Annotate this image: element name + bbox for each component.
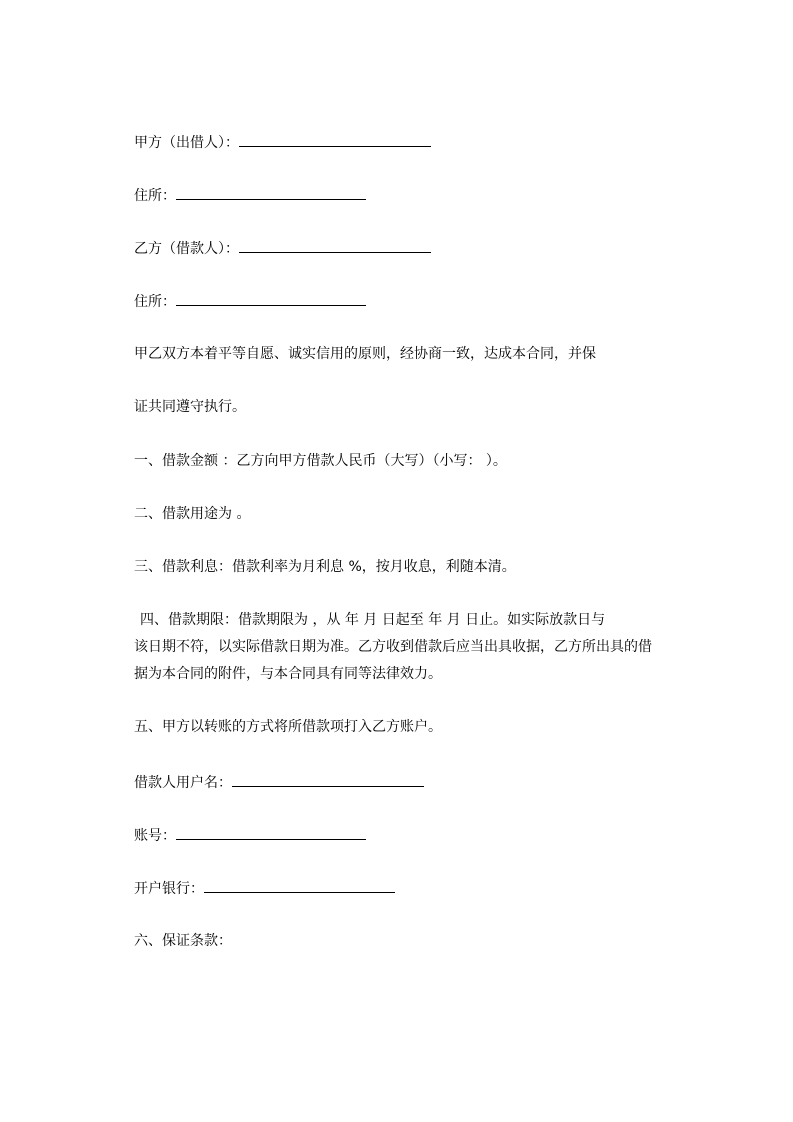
bank-user-label: 借款人用户名： (134, 775, 232, 791)
clause-term-line-1: 四、借款期限：借款期限为 ，从 年 月 日起至 年 月 日止。如实际放款日与 (140, 612, 606, 628)
party-b-blank (239, 237, 431, 253)
preamble-line-1: 甲乙双方本着平等自愿、诚实信用的原则，经协商一致，达成本合同，并保 (134, 346, 596, 362)
bank-name-blank (204, 877, 395, 893)
party-a-label: 甲方（出借人）： (134, 135, 239, 151)
bank-account-row (134, 824, 366, 846)
party-a-row (134, 131, 431, 153)
party-a-address-row (134, 184, 366, 206)
clause-term-line-2: 该日期不符，以实际借款日期为准。乙方收到借款后应当出具收据，乙方所出具的借 (134, 639, 652, 655)
clause-guarantee: 六、保证条款： (134, 933, 232, 949)
clause-term-line-3: 据为本合同的附件，与本合同具有同等法律效力。 (134, 666, 442, 682)
bank-user-row (134, 771, 424, 793)
party-b-address-blank (176, 290, 366, 306)
party-b-address-label: 住所： (134, 294, 176, 310)
party-a-address-blank (176, 184, 366, 200)
party-b-label: 乙方（借款人）： (134, 241, 239, 257)
bank-account-label: 账号： (134, 828, 176, 844)
bank-user-blank (232, 771, 424, 787)
bank-name-label: 开户银行： (134, 881, 204, 897)
clause-purpose: 二、借款用途为 。 (134, 506, 251, 522)
party-a-blank (239, 131, 431, 147)
party-b-row (134, 237, 431, 259)
clause-interest: 三、借款利息：借款利率为月利息 %，按月收息，利随本清。 (134, 559, 516, 575)
bank-name-row (134, 877, 395, 899)
party-b-address-row (134, 290, 366, 312)
bank-account-blank (176, 824, 366, 840)
clause-amount: 一、借款金额 ：乙方向甲方借款人民币（大写）（小写： ）。 (134, 453, 507, 469)
clause-transfer: 五、甲方以转账的方式将所借款项打入乙方账户。 (134, 719, 442, 735)
preamble-line-2: 证共同遵守执行。 (134, 399, 246, 415)
party-a-address-label: 住所： (134, 188, 176, 204)
